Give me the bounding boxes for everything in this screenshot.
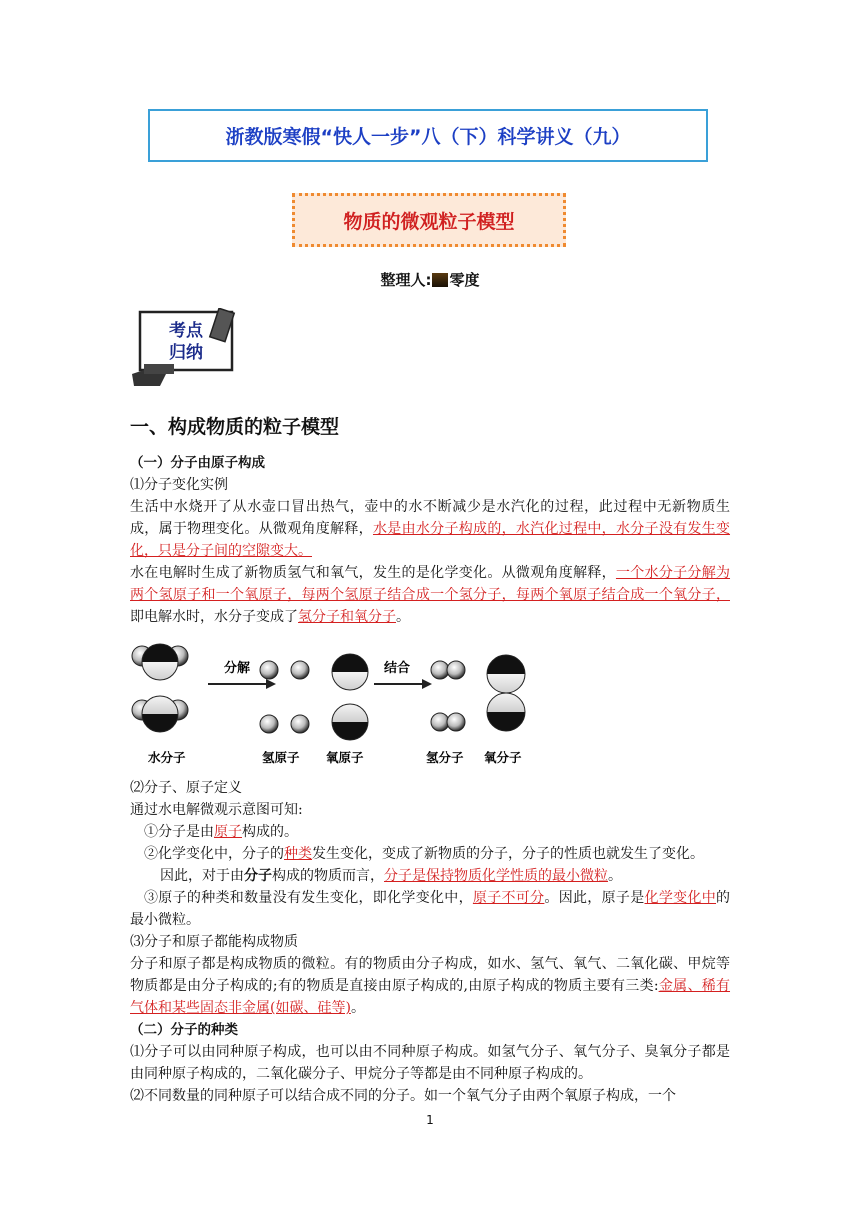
paragraph-electrolysis [130, 562, 730, 628]
label-hydrogen-molecule: 氢分子 [426, 750, 464, 765]
water-molecule-bottom [132, 696, 188, 732]
paragraph-text: 构成的物质而言， [272, 868, 384, 884]
key-points-badge [130, 308, 244, 388]
paragraph-text: 发生变化，变成了新物质的分子，分子的性质也就发生了变化。 [312, 846, 704, 862]
paragraph-evaporation [130, 496, 730, 562]
combine-arrowhead-icon [422, 679, 432, 689]
oxygen-molecule [487, 655, 525, 731]
highlight-text: 原子 [214, 824, 242, 840]
badge-line2: 归纳 [169, 343, 203, 363]
label-hydrogen-atom: 氢原子 [262, 750, 300, 765]
page-number: 1 [426, 1113, 434, 1127]
label-oxygen-molecule: 氧分子 [484, 750, 522, 765]
paragraph-text: 分子和原子都是构成物质的微粒。有的物质由分子构成，如水、氢气、氧气、二氧化碳、甲烷等物质都是由分子构成的;有的物质是直接由原子构成的,由原子构成的物质主要有三类: [130, 956, 730, 994]
badge-line1: 考点 [169, 321, 203, 341]
paragraph-text: ②化学变化中，分子的 [144, 846, 284, 862]
subsection-heading-2: （二）分子的种类 [130, 1022, 238, 1038]
subtitle-box [292, 193, 566, 247]
paragraph-text: 构成的。 [242, 824, 298, 840]
organizer-label: 整理人: [380, 271, 432, 289]
electrolysis-diagram [128, 638, 728, 768]
highlight-text: 一个水分子分解为两个氢原子和一个氧原子，每两个氢原子结合成一个氢分子，每两个氧原子结合成一个氧分子， [130, 565, 731, 603]
subsection-heading-1: （一）分子由原子构成 [130, 455, 265, 471]
highlight-text: 分子是保持物质化学性质的最小微粒 [384, 868, 608, 884]
highlight-text: 原子不可分 [472, 890, 545, 906]
conclusion-1 [130, 821, 730, 843]
conclusion-3 [130, 887, 730, 931]
document-subtitle: 物质的微观粒子模型 [343, 210, 515, 233]
bold-text: 分子 [244, 868, 272, 884]
conclusion-2-cont [130, 865, 730, 887]
paragraph-text: 。 [608, 868, 622, 884]
paragraph-text: 。 [350, 1000, 365, 1016]
paragraph-text: 水在电解时生成了新物质氢气和氧气，发生的是化学变化。从微观角度解释， [130, 565, 616, 581]
decompose-arrowhead-icon [266, 679, 276, 689]
label-oxygen-atom: 氧原子 [326, 750, 364, 765]
item2-intro: 通过水电解微观示意图可知: [130, 802, 303, 818]
highlight-text: 氢分子和氧分子 [298, 609, 396, 625]
label-water-molecule: 水分子 [148, 750, 186, 765]
organizer-name: 零度 [449, 271, 480, 289]
paragraph-text: 因此，对于由 [160, 868, 244, 884]
item2-title: ⑵分子、原子定义 [130, 780, 242, 796]
paragraph-text: 。 [396, 609, 410, 625]
document-title: 浙教版寒假“快人一步”八（下）科学讲义（九） [225, 126, 631, 148]
arrow-decompose-label: 分解 [224, 661, 251, 676]
item3-title: ⑶分子和原子都能构成物质 [130, 934, 298, 950]
arrow-combine-label: 结合 [384, 661, 411, 676]
paragraph-molecule-types-1: ⑴分子可以由同种原子构成，也可以由不同种原子构成。如氢气分子、氧气分子、臭氧分子都是由同种原子构成的，二氧化碳分子、甲烷分子等都是由不同种原子构成的。 [130, 1044, 730, 1082]
highlight-text: 水是由水分子构成的，水汽化过程中，水分子没有发生变化，只是分子间的空隙变大。 [130, 521, 731, 559]
organizer-line [0, 269, 860, 290]
item1-title: ⑴分子变化实例 [130, 477, 228, 493]
highlight-text: 金属、稀有气体和某些固态非金属(如碳、硅等) [130, 978, 731, 1016]
paragraph-text: ③原子的种类和数量没有发生变化，即化学变化中， [144, 890, 473, 906]
oxygen-atoms [332, 654, 368, 740]
paragraph-text: 生活中水烧开了从水壶口冒出热气，壶中的水不断减少是水汽化的过程，此过程中无新物质生成，属于物理变化。从微观角度解释， [130, 499, 730, 537]
organizer-avatar-icon [432, 273, 448, 287]
water-molecule-top [132, 644, 188, 680]
title-box [148, 109, 708, 162]
paragraph-text: 。因此，原子是 [544, 890, 645, 906]
highlight-text: 种类 [284, 846, 312, 862]
paragraph-text: 的最小微粒。 [130, 890, 731, 928]
hydrogen-atoms [260, 661, 309, 733]
main-content [130, 414, 730, 1107]
paragraph-substances [130, 953, 730, 1019]
paragraph-text: ①分子是由 [144, 824, 214, 840]
paragraph-text: 即电解水时，水分子变成了 [130, 609, 298, 625]
hydrogen-molecules [431, 661, 465, 731]
highlight-text: 化学变化中 [644, 890, 717, 906]
paragraph-molecule-types-2: ⑵不同数量的同种原子可以结合成不同的分子。如一个氧气分子由两个氧原子构成，一个 [130, 1088, 676, 1104]
conclusion-2 [130, 843, 730, 865]
section-heading: 一、构成物质的粒子模型 [130, 416, 340, 438]
